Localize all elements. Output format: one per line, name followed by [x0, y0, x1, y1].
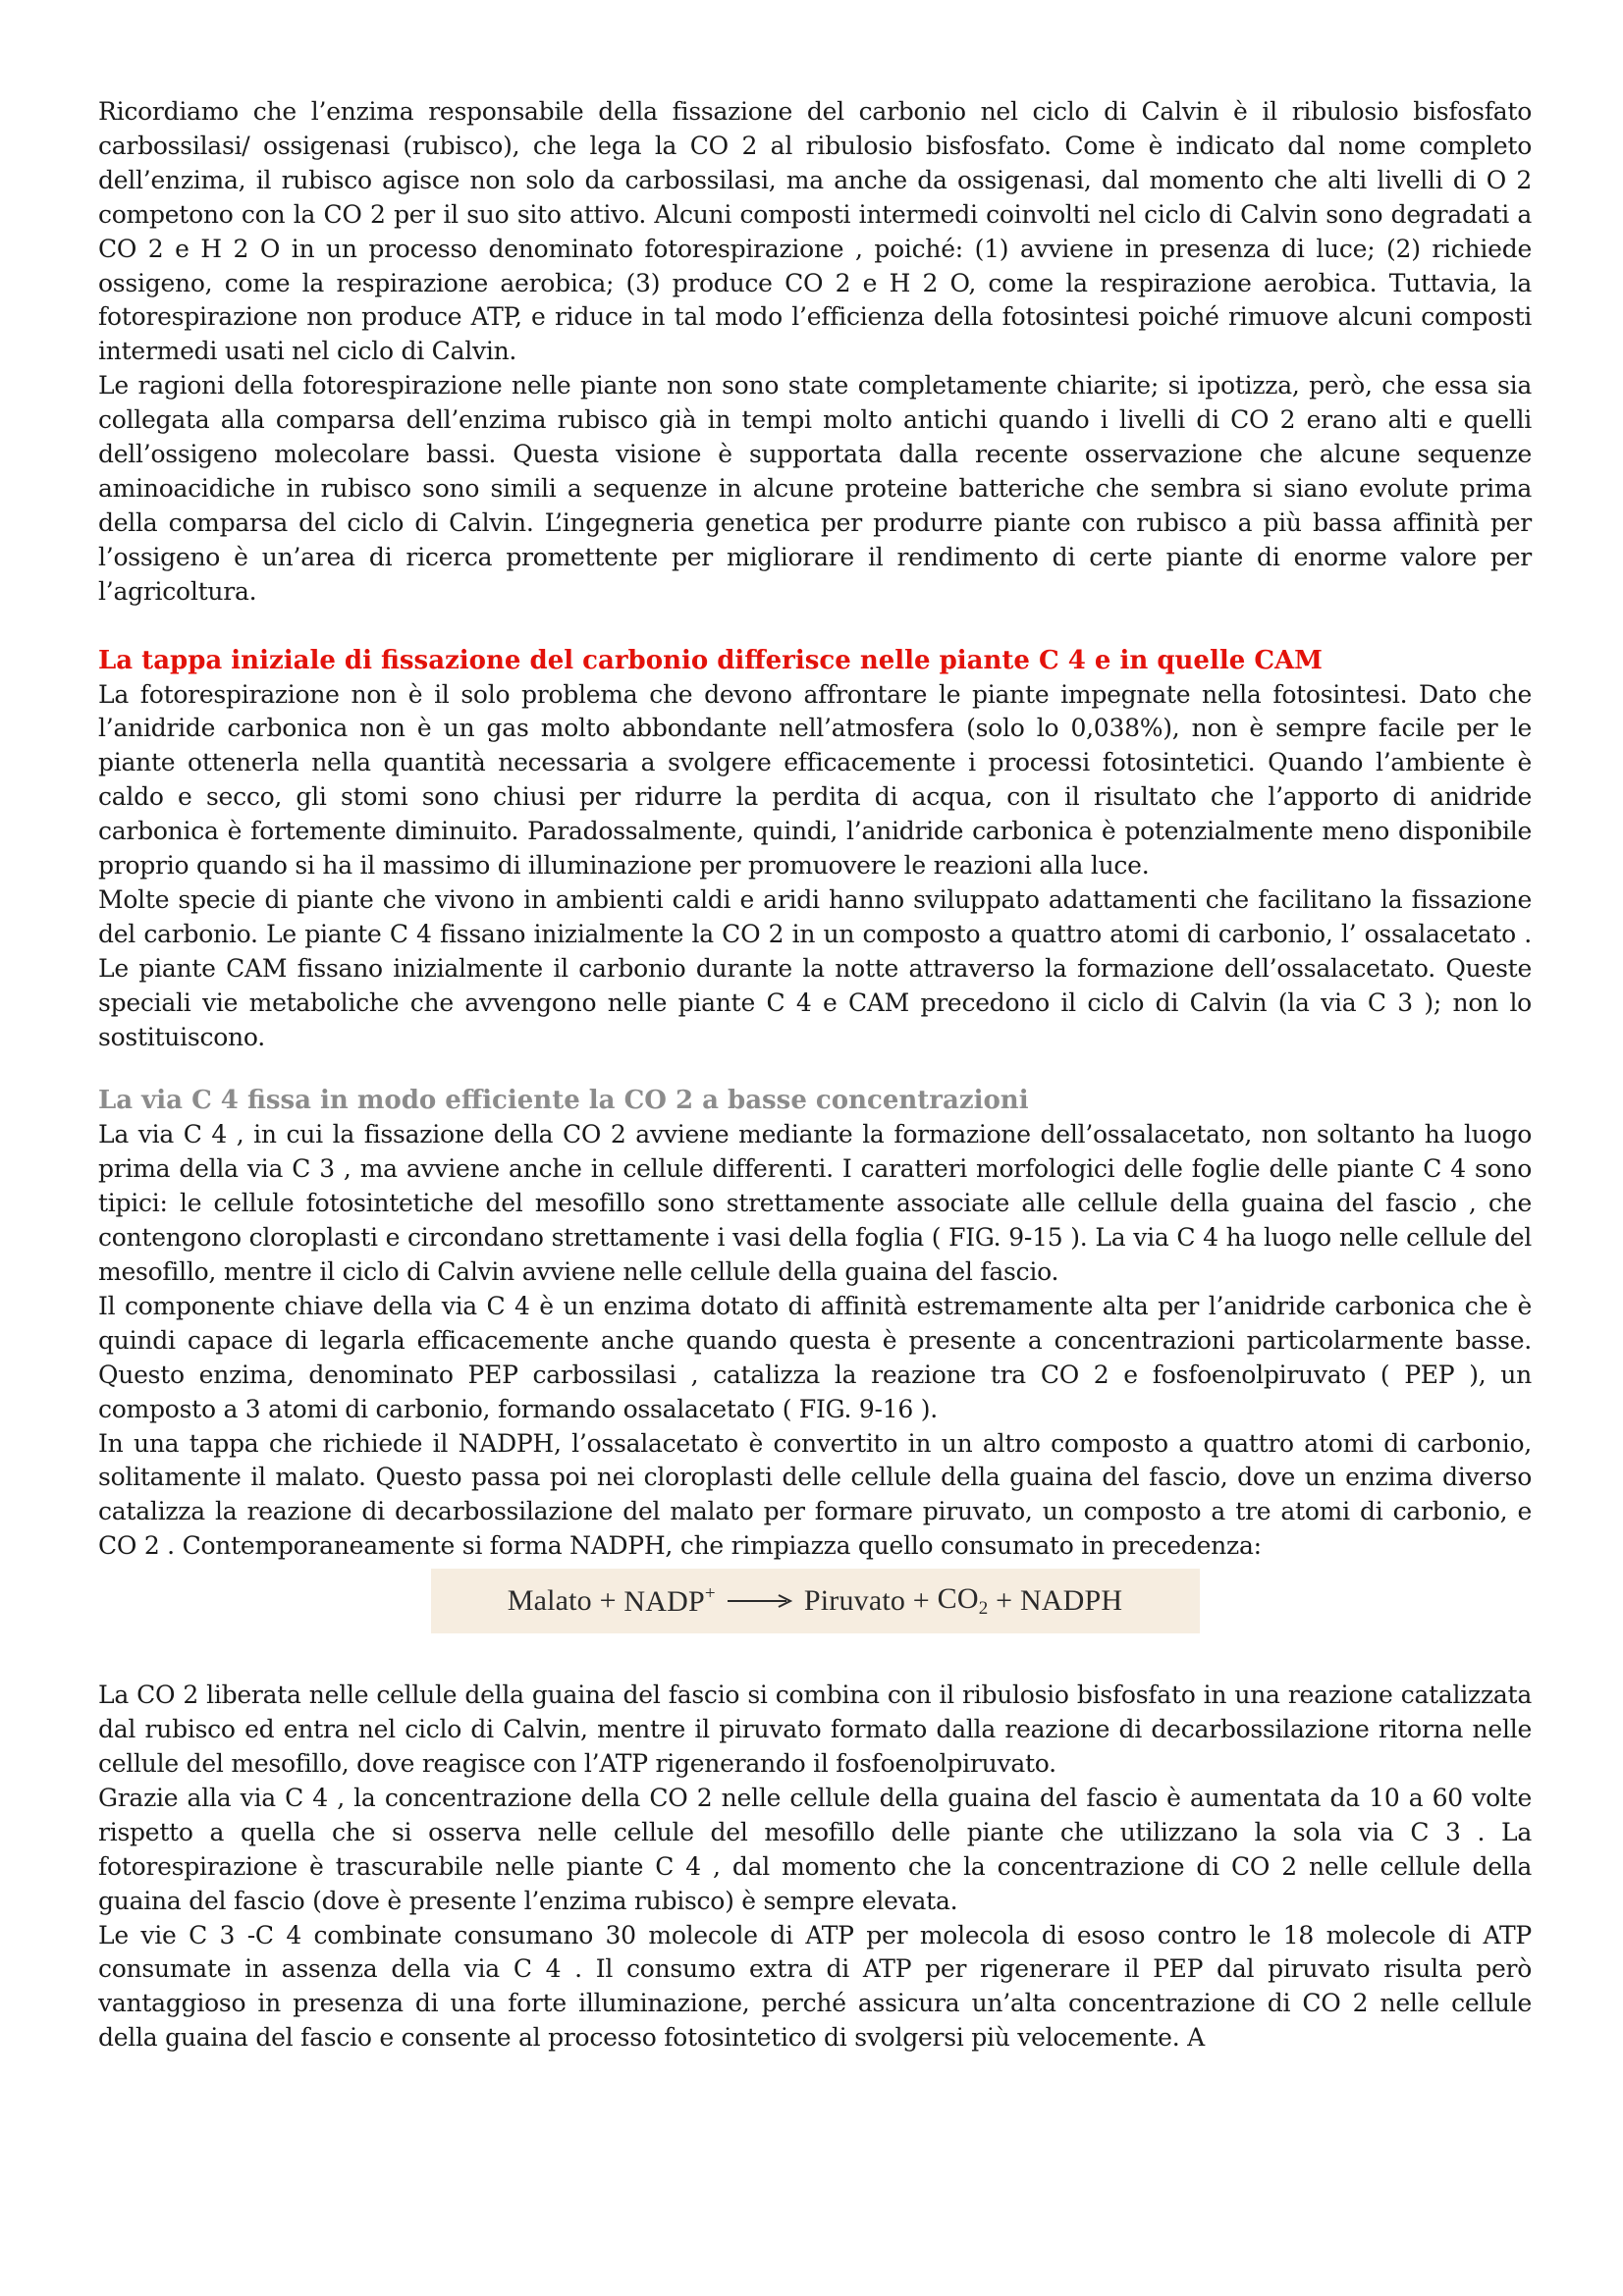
- equation-pyruvate: Piruvato: [803, 1584, 906, 1618]
- spacer: [98, 1633, 1532, 1679]
- paragraph-co2-concentration: Grazie alla via C 4 , la concentrazione della CO 2 nelle cellule della guaina del fascio è aumentata da 10 a 60 volte rispetto a quella che si osserva nelle cellule del mesofillo delle piante che utilizzano la sola via C 3 . La fotorespirazione è trascurabile nelle piante C 4 , dal momento che la concentrazione di CO 2 nelle cellule della guaina del fascio (dove è presente l’enzima rubisco) è sempre elevata.: [98, 1783, 1532, 1915]
- equation-malate: Malato: [507, 1584, 592, 1618]
- equation-plus: +: [599, 1584, 617, 1618]
- spacer: [98, 610, 1532, 644]
- paragraph-rubisco: Ricordiamo che l’enzima responsabile della fissazione del carbonio nel ciclo di Calvin è il ribulosio bisfosfato carbossilasi/ ossigenasi (rubisco), che lega la CO 2 al ribulosio bisfosfato. Come è indicato dal nome completo dell’enzima, il rubisco agisce non solo da carbossilasi, ma anche da ossigenasi, dal momento che alti livelli di O 2 competono con la CO 2 per il suo sito attivo. Alcuni composti intermedi coinvolti nel ciclo di Calvin sono degradati a CO 2 e H 2 O in un processo denominato fotorespirazione , poiché: (1) avviene in presenza di luce; (2) richiede ossigeno, come la respirazione aerobica; (3) produce CO 2 e H 2 O, come la respirazione aerobica. Tuttavia, la fotorespirazione non produce ATP, e riduce in tal modo l’efficienza della fotosintesi poiché rimuove alcuni composti intermedi usati nel ciclo di Calvin.: [98, 97, 1532, 366]
- equation-plus: +: [912, 1584, 930, 1618]
- paragraph-co2-liberated: La CO 2 liberata nelle cellule della guaina del fascio si combina con il ribulosio bisfosfato in una reazione catalizzata dal rubisco ed entra nel ciclo di Calvin, mentre il piruvato formato dalla reazione di decarbossilazione ritorna nelle cellule del mesofillo, dove reagisce con l’ATP rigenerando il fosfoenolpiruvato.: [98, 1681, 1532, 1778]
- paragraph-photorespiration-reasons: Le ragioni della fotorespirazione nelle piante non sono state completamente chiarite; si ipotizza, però, che essa sia collegata alla comparsa dell’enzima rubisco già in tempi molto antichi quando i livelli di CO 2 erano alti e quelli dell’ossigeno molecolare bassi. Questa visione è supportata dalla recente osservazione che alcune sequenze aminoacidiche in rubisco sono simili a sequenze in alcune proteine batteriche che sembra si siano evolute prima della comparsa del ciclo di Calvin. L’ingegneria genetica per produrre piante con rubisco a più bassa affinità per l’ossigeno è un’area di ricerca promettente per migliorare il rendimento di certe piante di enorme valore per l’agricoltura.: [98, 371, 1532, 606]
- spacer: [98, 1054, 1532, 1084]
- reaction-arrow-icon: [726, 1591, 794, 1611]
- malate-reaction-equation: [431, 1569, 1200, 1633]
- paragraph-co2-availability: La fotorespirazione non è il solo problema che devono affrontare le piante impegnate nella fotosintesi. Dato che l’anidride carbonica non è un gas molto abbondante nell’atmosfera (solo lo 0,038%), non è sempre facile per le piante ottenerla nella quantità necessaria a svolgere efficacemente i processi fotosintetici. Quando l’ambiente è caldo e secco, gli stomi sono chiusi per ridurre la perdita di acqua, con il risultato che l’apporto di anidride carbonica è fortemente diminuito. Paradossalmente, quindi, l’anidride carbonica è potenzialmente meno disponibile proprio quando si ha il massimo di illuminazione per promuovere le reazioni alla luce.: [98, 679, 1532, 881]
- paragraph-pep-carboxylase: Il componente chiave della via C 4 è un enzima dotato di affinità estremamente alta per l’anidride carbonica che è quindi capace di legarla efficacemente anche quando questa è presente a concentrazioni particolarmente basse. Questo enzima, denominato PEP carbossilasi , catalizza la reazione tra CO 2 e fosfoenolpiruvato ( PEP ), un composto a 3 atomi di carbonio, formando ossalacetato ( FIG. 9-16 ).: [98, 1291, 1532, 1423]
- subsection-heading-c4-pathway: La via C 4 fissa in modo efficiente la CO 2 a basse concentrazioni: [98, 1086, 1029, 1116]
- section-heading-c4-cam: La tappa iniziale di fissazione del carbonio differisce nelle piante C 4 e in quelle CAM: [98, 645, 1323, 675]
- equation-co2: $CO_2$: [937, 1582, 989, 1620]
- equation-plus: +: [996, 1584, 1013, 1618]
- equation-nadph: NADPH: [1019, 1584, 1123, 1618]
- equation-nadp: NADP+: [623, 1583, 716, 1619]
- paragraph-c4-pathway: La via C 4 , in cui la fissazione della CO 2 avviene mediante la formazione dell’ossalacetato, non soltanto ha luogo prima della via C 3 , ma avviene anche in cellule differenti. I caratteri morfologici delle foglie delle piante C 4 sono tipici: le cellule fotosintetiche del mesofillo sono strettamente associate alle cellule della guaina del fascio , che contengono cloroplasti e circondano strettamente i vasi della foglia ( FIG. 9-15 ). La via C 4 ha luogo nelle cellule del mesofillo, mentre il ciclo di Calvin avviene nelle cellule della guaina del fascio.: [98, 1120, 1532, 1286]
- paragraph-c4-cam-adaptations: Molte specie di piante che vivono in ambienti caldi e aridi hanno sviluppato adattamenti che facilitano la fissazione del carbonio. Le piante C 4 fissano inizialmente la CO 2 in un composto a quattro atomi di carbonio, l’ ossalacetato . Le piante CAM fissano inizialmente il carbonio durante la notte attraverso la formazione dell’ossalacetato. Queste speciali vie metaboliche che avvengono nelle piante C 4 e CAM precedono il ciclo di Calvin (la via C 3 ); non lo sostituiscono.: [98, 884, 1532, 1051]
- document-page: [98, 95, 1532, 2056]
- paragraph-atp-consumption: Le vie C 3 -C 4 combinate consumano 30 molecole di ATP per molecola di esoso contro le 18 molecole di ATP consumate in assenza della via C 4 . Il consumo extra di ATP per rigenerare il PEP dal piruvato risulta però vantaggioso in presenza di una forte illuminazione, perché assicura un’alta concentrazione di CO 2 nelle cellule della guaina del fascio e consente al processo fotosintetico di svolgersi più velocemente. A: [98, 1920, 1532, 2053]
- paragraph-malate-conversion: In una tappa che richiede il NADPH, l’ossalacetato è convertito in un altro composto a quattro atomi di carbonio, solitamente il malato. Questo passa poi nei cloroplasti delle cellule della guaina del fascio, dove un enzima diverso catalizza la reazione di decarbossilazione del malato per formare piruvato, un composto a tre atomi di carbonio, e CO 2 . Contemporaneamente si forma NADPH, che rimpiazza quello consumato in precedenza:: [98, 1428, 1532, 1561]
